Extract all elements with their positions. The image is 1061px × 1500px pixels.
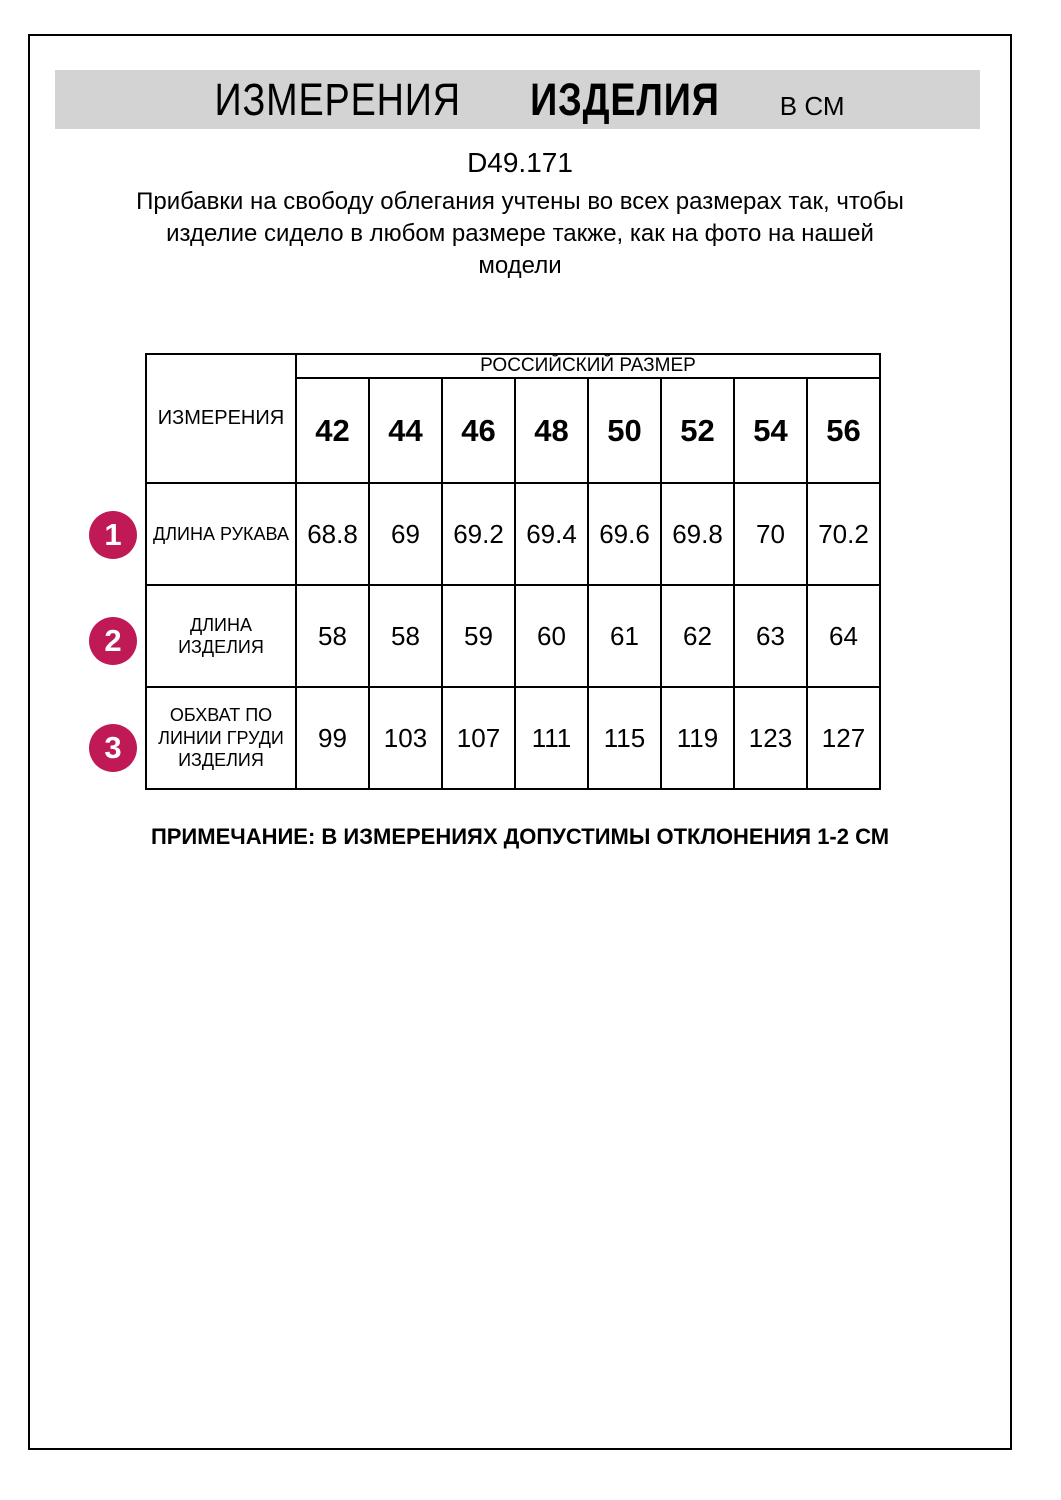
table-cell: 69.8	[661, 483, 734, 585]
table-group-header-row	[146, 354, 880, 378]
table-cell: 69.6	[588, 483, 661, 585]
fit-description-line-1: Прибавки на свободу облегания учтены во всех размерах так, чтобы	[136, 188, 904, 215]
table-cell: 115	[588, 687, 661, 789]
size-header-44: 44	[369, 378, 442, 483]
table-cell: 127	[807, 687, 880, 789]
table-cell: 70.2	[807, 483, 880, 585]
table-cell: 61	[588, 585, 661, 687]
size-header-48: 48	[515, 378, 588, 483]
row-label-garment-length: ДЛИНА ИЗДЕЛИЯ	[146, 585, 296, 687]
table-cell: 69.2	[442, 483, 515, 585]
corner-header-cell: ИЗМЕРЕНИЯ	[146, 354, 296, 483]
row-marker-3: 3	[89, 724, 137, 772]
table-cell: 107	[442, 687, 515, 789]
table-cell: 123	[734, 687, 807, 789]
model-code: D49.171	[467, 147, 573, 178]
table-cell: 68.8	[296, 483, 369, 585]
table-row-garment-length	[146, 585, 880, 687]
table-cell: 63	[734, 585, 807, 687]
group-header-cell: РОССИЙСКИЙ РАЗМЕР	[296, 354, 880, 378]
size-header-46: 46	[442, 378, 515, 483]
table-cell: 62	[661, 585, 734, 687]
table-cell: 58	[369, 585, 442, 687]
title-measurements: ИЗМЕРЕНИЯ	[213, 74, 461, 125]
table-cell: 70	[734, 483, 807, 585]
table-row-chest-girth	[146, 687, 880, 789]
size-header-56: 56	[807, 378, 880, 483]
fit-description-line-3: модели	[478, 251, 562, 279]
size-table	[145, 353, 881, 790]
table-cell: 103	[369, 687, 442, 789]
size-header-54: 54	[734, 378, 807, 483]
table-cell: 119	[661, 687, 734, 789]
table-cell: 69	[369, 483, 442, 585]
title-units: В СМ	[779, 91, 845, 121]
title-banner	[55, 70, 980, 129]
row-label-chest-girth: ОБХВАТ ПО ЛИНИИ ГРУДИ ИЗДЕЛИЯ	[146, 687, 296, 789]
size-header-42: 42	[296, 378, 369, 483]
row-marker-2: 2	[89, 617, 137, 665]
row-label-sleeve-length: ДЛИНА РУКАВА	[146, 483, 296, 585]
fit-description-line-2: изделие сидело в любом размере также, как на фото на нашей	[166, 219, 874, 247]
table-cell: 111	[515, 687, 588, 789]
table-cell: 59	[442, 585, 515, 687]
size-header-52: 52	[661, 378, 734, 483]
table-cell: 99	[296, 687, 369, 789]
size-header-50: 50	[588, 378, 661, 483]
table-row-sleeve-length	[146, 483, 880, 585]
fit-description	[120, 186, 920, 282]
table-cell: 69.4	[515, 483, 588, 585]
tolerance-note: ПРИМЕЧАНИЕ: В ИЗМЕРЕНИЯХ ДОПУСТИМЫ ОТКЛОНЕНИЯ 1-2 СМ	[150, 824, 890, 849]
table-cell: 58	[296, 585, 369, 687]
table-cell: 64	[807, 585, 880, 687]
table-cell: 60	[515, 585, 588, 687]
row-marker-1: 1	[89, 511, 137, 559]
title-product: ИЗДЕЛИЯ	[529, 74, 720, 125]
